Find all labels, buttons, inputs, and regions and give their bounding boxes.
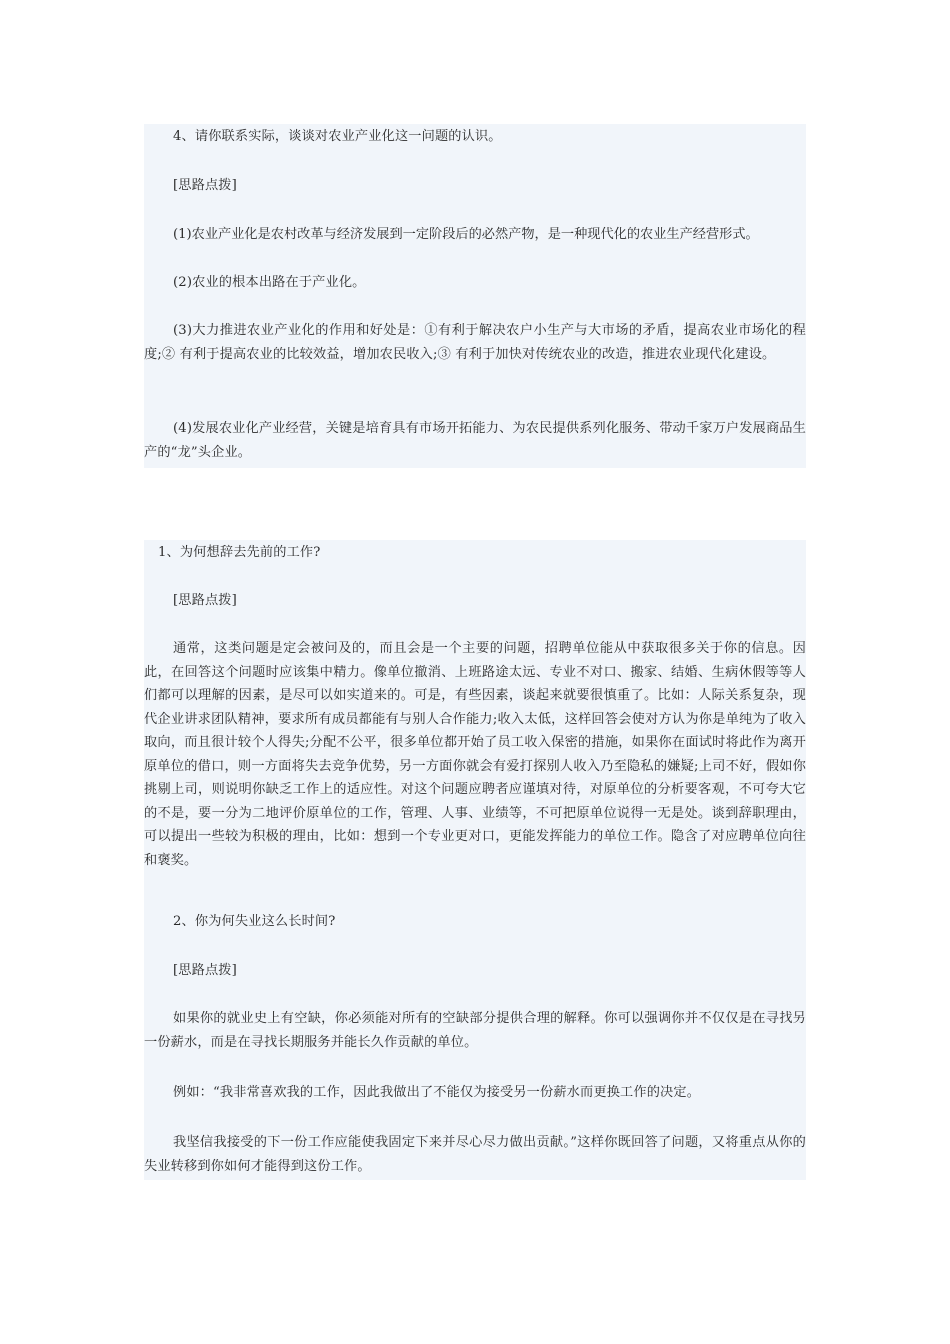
- agriculture-section: [144, 124, 806, 468]
- question-2: 2、你为何失业这么长时间?: [173, 914, 336, 929]
- question-4: 4、请你联系实际，谈谈对农业产业化这一问题的认识。: [173, 129, 502, 144]
- hint-label: [思路点拨]: [173, 963, 237, 978]
- hint-label: [思路点拨]: [173, 178, 237, 193]
- answer-2-example: 例如：“我非常喜欢我的工作，因此我做出了不能仅为接受另一份薪水而更换工作的决定。: [173, 1085, 701, 1100]
- point-1: (1)农业产业化是农村改革与经济发展到一定阶段后的必然产物，是一种现代化的农业生产经营形式。: [173, 227, 759, 242]
- interview-section: [144, 540, 806, 1180]
- answer-1: 通常，这类问题是定会被问及的，而且会是一个主要的问题，招聘单位能从中获取很多关于你的信息。因此，在回答这个问题时应该集中精力。像单位撤消、上班路途太远、专业不对口、搬家、结婚、生病休假等等人们都可以理解的因素，是尽可以如实道来的。可是，有些因素，谈起来就要很慎重了。比如：人际关系复杂，现代企业讲求团队精神，要求所有成员都能有与别人合作能力;收入太低，这样回答会使对方认为你是单纯为了收入取向，而且很计较个人得失;分配不公平，很多单位都开始了员工收入保密的措施，如果你在面试时将此作为离开原单位的借口，则一方面将失去竞争优势，另一方面你就会有爱打探别人收入乃至隐私的嫌疑;上司不好，假如你挑剔上司，则说明你缺乏工作上的适应性。对这个问题应聘者应谨填对待，对原单位的分析要客观，不可夸大它的不是，要一分为二地评价原单位的工作，管理、人事、业绩等，不可把原单位说得一无是处。谈到辞职理由，可以提出一些较为积极的理由，比如：想到一个专业更对口，更能发挥能力的单位工作。隐含了对应聘单位向往和褒奖。: [144, 641, 806, 868]
- question-1: 1、为何想辞去先前的工作?: [158, 545, 321, 560]
- point-3: (3)大力推进农业产业化的作用和好处是：①有利于解决农户小生产与大市场的矛盾，提高农业市场化的程度;② 有利于提高农业的比较效益，增加农民收入;③ 有利于加快对传统农业的改造，推进农业现代化建设。: [144, 323, 806, 362]
- answer-2-part-2: 我坚信我接受的下一份工作应能使我固定下来并尽心尽力做出贡献。”这样你既回答了问题，又将重点从你的失业转移到你如何才能得到这份工作。: [144, 1135, 806, 1174]
- answer-2-part-1: 如果你的就业史上有空缺，你必须能对所有的空缺部分提供合理的解释。你可以强调你并不仅仅是在寻找另一份薪水，而是在寻找长期服务并能长久作贡献的单位。: [144, 1011, 806, 1050]
- point-2: (2)农业的根本出路在于产业化。: [173, 275, 366, 290]
- hint-label: [思路点拨]: [173, 593, 237, 608]
- point-4: (4)发展农业化产业经营，关键是培育具有市场开拓能力、为农民提供系列化服务、带动千家万户发展商品生产的“龙”头企业。: [144, 421, 806, 460]
